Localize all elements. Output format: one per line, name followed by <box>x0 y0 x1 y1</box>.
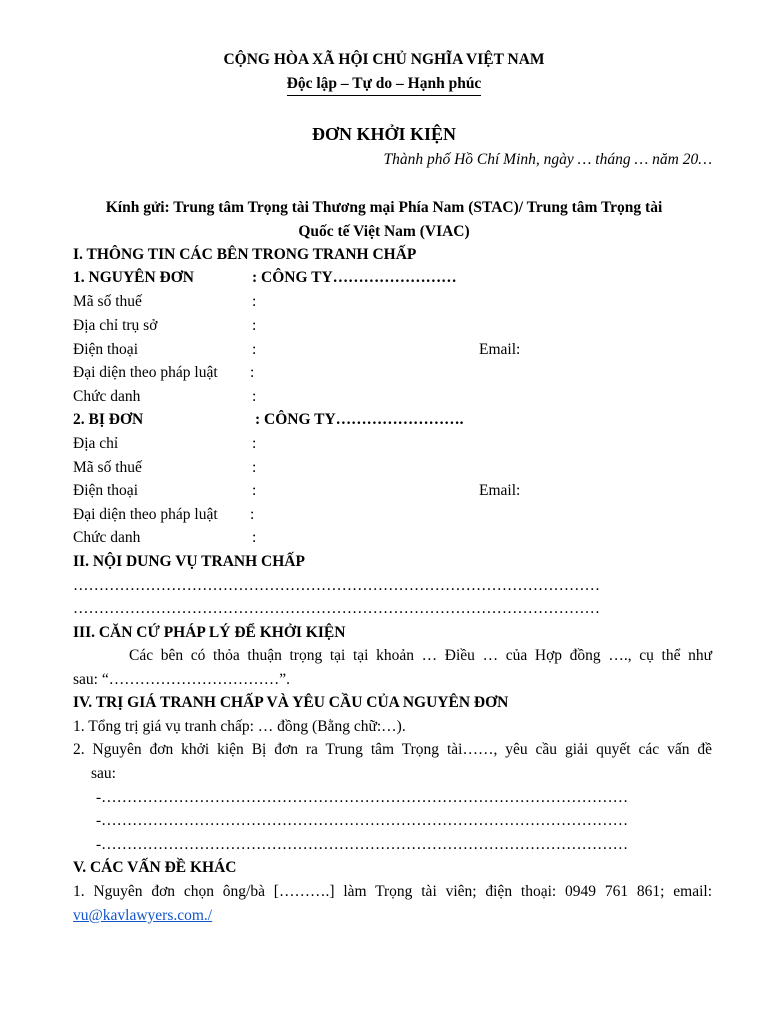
defendant-email-label: Email: <box>479 482 521 499</box>
plaintiff-company: : CÔNG TY…………………… <box>252 269 457 286</box>
place-date: Thành phố Hồ Chí Minh, ngày … tháng … năm 20… <box>383 151 712 168</box>
plaintiff-phone-colon: : <box>252 341 257 358</box>
section-3-heading: III. CĂN CỨ PHÁP LÝ ĐỂ KHỞI KIỆN <box>73 624 346 641</box>
email-link[interactable]: vu@kavlawyers.com./ <box>73 907 213 924</box>
motto-wrap <box>0 74 768 94</box>
claim-bullet-3: -………………………………………………………………………………………… <box>96 836 629 853</box>
claim-request-line-1: 2. Nguyên đơn khởi kiện Bị đơn ra Trung tâm Trọng tài……, yêu cầu giải quyết các vấn đề <box>73 741 712 758</box>
claim-value-item: 1. Tổng trị giá vụ tranh chấp: … đồng (Bằng chữ:…). <box>73 718 406 735</box>
plaintiff-tax-colon: : <box>252 293 257 310</box>
plaintiff-heading: 1. NGUYÊN ĐƠN <box>73 269 194 286</box>
section-5-heading: V. CÁC VẤN ĐỀ KHÁC <box>73 859 237 876</box>
plaintiff-rep-colon: : <box>250 364 255 381</box>
dispute-content-dots-2: ………………………………………………………………………………………… <box>73 600 600 617</box>
dispute-content-dots-1: ………………………………………………………………………………………… <box>73 577 600 594</box>
motto: Độc lập – Tự do – Hạnh phúc <box>287 75 482 96</box>
arbitrator-choice-line: 1. Nguyên đơn chọn ông/bà [……….] làm Trọng tài viên; điện thoại: 0949 761 861; email: <box>73 883 712 900</box>
defendant-address-label: Địa chỉ <box>73 435 119 452</box>
recipient-line-2: Quốc tế Việt Nam (VIAC) <box>298 223 470 240</box>
defendant-phone-label: Điện thoại <box>73 482 138 499</box>
plaintiff-rep-label: Đại diện theo pháp luật <box>73 364 218 381</box>
defendant-phone-colon: : <box>252 482 257 499</box>
section-1-heading: I. THÔNG TIN CÁC BÊN TRONG TRANH CHẤP <box>73 246 417 263</box>
section-2-heading: II. NỘI DUNG VỤ TRANH CHẤP <box>73 553 305 570</box>
claim-bullet-1: -………………………………………………………………………………………… <box>96 789 629 806</box>
defendant-rep-colon: : <box>250 506 255 523</box>
plaintiff-title-colon: : <box>252 388 257 405</box>
defendant-rep-label: Đại diện theo pháp luật <box>73 506 218 523</box>
defendant-title-label: Chức danh <box>73 529 141 546</box>
national-title: CỘNG HÒA XÃ HỘI CHỦ NGHĨA VIỆT NAM <box>223 51 545 68</box>
defendant-title-colon: : <box>252 529 257 546</box>
plaintiff-email-label: Email: <box>479 341 521 358</box>
recipient-line-1: Kính gửi: Trung tâm Trọng tài Thương mại Phía Nam (STAC)/ Trung tâm Trọng tài <box>105 199 663 216</box>
defendant-tax-label: Mã số thuế <box>73 459 142 476</box>
plaintiff-tax-label: Mã số thuế <box>73 293 142 310</box>
claim-request-line-2: sau: <box>91 765 116 782</box>
legal-basis-line-1: Các bên có thỏa thuận trọng tại tại khoản … Điều … của Hợp đồng …., cụ thể như <box>129 647 712 664</box>
legal-basis-line-2: sau: “……………………………”. <box>73 671 290 688</box>
plaintiff-phone-label: Điện thoại <box>73 341 138 358</box>
email-link-wrap <box>73 906 212 926</box>
claim-bullet-2: -………………………………………………………………………………………… <box>96 812 629 829</box>
defendant-heading: 2. BỊ ĐƠN <box>73 411 144 428</box>
defendant-company: : CÔNG TY……………………. <box>255 411 464 428</box>
document-title: ĐƠN KHỞI KIỆN <box>311 124 457 144</box>
defendant-address-colon: : <box>252 435 257 452</box>
plaintiff-address-label: Địa chỉ trụ sở <box>73 317 158 334</box>
plaintiff-address-colon: : <box>252 317 257 334</box>
section-4-heading: IV. TRỊ GIÁ TRANH CHẤP VÀ YÊU CẦU CỦA NGUYÊN ĐƠN <box>73 694 509 711</box>
plaintiff-title-label: Chức danh <box>73 388 141 405</box>
defendant-tax-colon: : <box>252 459 257 476</box>
